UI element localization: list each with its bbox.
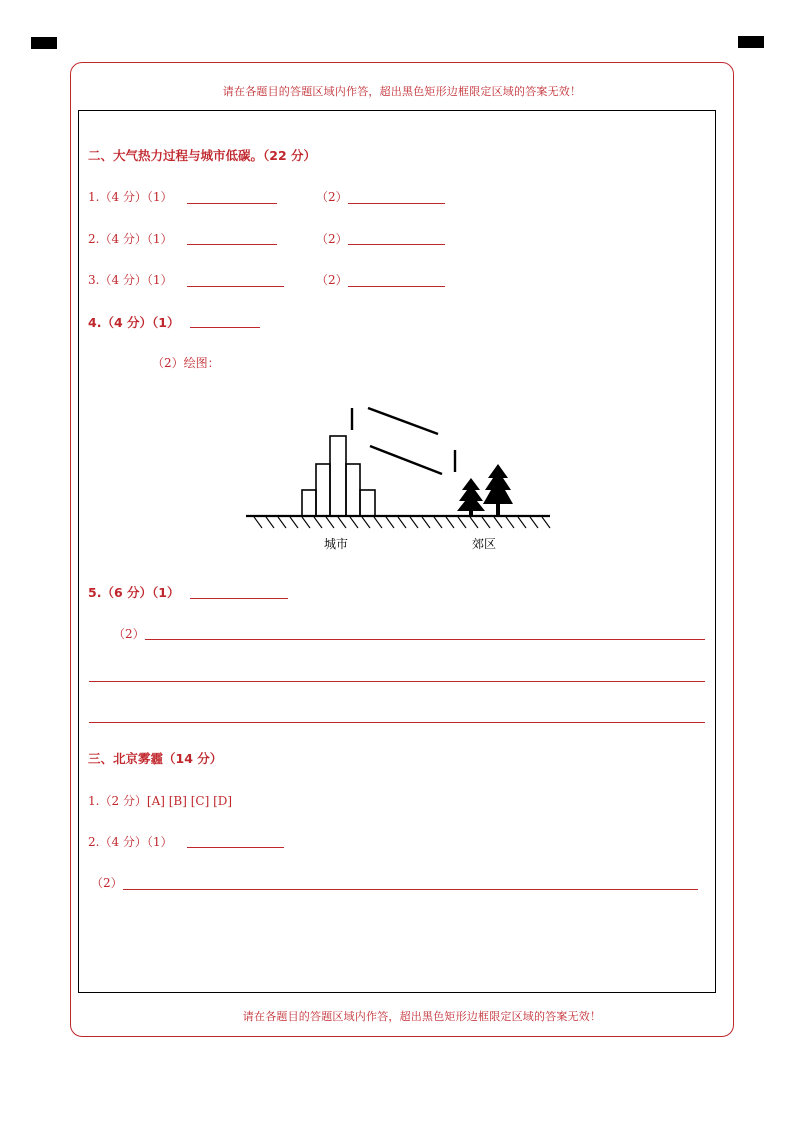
q1-answer-2-line[interactable] [348,203,445,204]
q5-part2-label: （2） [113,627,145,641]
registration-mark-left [31,37,57,49]
q5-answer-2-line-2[interactable] [89,681,705,682]
q4-part2-label: （2）绘图： [152,356,220,370]
q2-answer-2-line[interactable] [348,244,445,245]
suburb-trees [457,464,513,517]
notice-top: 请在各题目的答题区域内作答，超出黑色矩形边框限定区域的答案无效！ [222,85,582,98]
circulation-segments [352,408,455,474]
s3-q2-label: 2.（4 分）（1） [88,835,173,849]
q5-answer-1-line[interactable] [190,598,288,599]
q3-answer-1-line[interactable] [187,286,284,287]
q1-part2-label: （2） [316,190,348,204]
q5-label: 5.（6 分）（1） [88,585,180,600]
section2-title: 二、大气热力过程与城市低碳。（22 分） [88,148,316,163]
suburb-label: 郊区 [472,537,497,551]
s3-q2-answer-2-line[interactable] [123,889,698,890]
ground-hatching [254,517,550,528]
q1-answer-1-line[interactable] [187,203,277,204]
q3-label: 3.（4 分）（1） [88,273,173,287]
q3-answer-2-line[interactable] [348,286,445,287]
q5-answer-2-line-3[interactable] [89,722,705,723]
registration-mark-right [738,36,764,48]
q1-label: 1.（4 分）（1） [88,190,173,204]
heat-island-figure[interactable] [240,398,560,562]
q4-label: 4.（4 分）（1） [88,315,180,330]
notice-bottom: 请在各题目的答题区域内作答，超出黑色矩形边框限定区域的答案无效！ [242,1010,602,1023]
q2-part2-label: （2） [316,232,348,246]
s3-q1-choices[interactable]: 1.（2 分）[A] [B] [C] [D] [88,794,233,808]
q3-part2-label: （2） [316,273,348,287]
city-label: 城市 [324,537,349,551]
s3-q2-answer-1-line[interactable] [187,847,284,848]
s3-q2-part2-label: （2） [91,876,123,890]
q4-answer-1-line[interactable] [190,327,260,328]
city-buildings [302,436,375,516]
figure-canvas [240,398,560,558]
q5-answer-2-line-1[interactable] [145,639,705,640]
q2-label: 2.（4 分）（1） [88,232,173,246]
section3-title: 三、北京雾霾（14 分） [88,751,223,766]
q2-answer-1-line[interactable] [187,244,277,245]
